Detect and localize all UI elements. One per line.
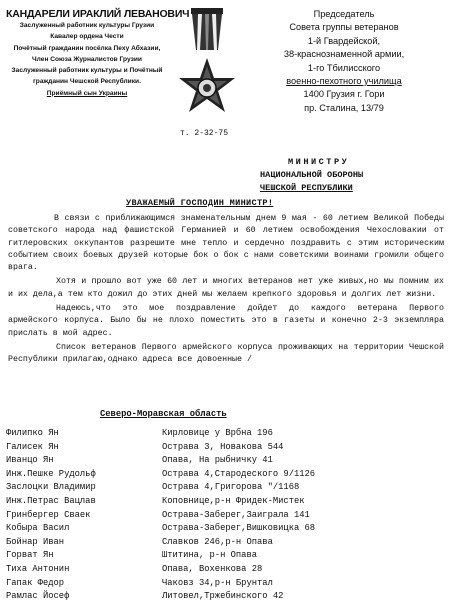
veteran-address: Острава 3, Новакова 544 [162, 441, 284, 452]
recipient-line: НАЦИОНАЛЬНОЙ ОБОРОНЫ [260, 170, 364, 180]
sender-name: КАНДАРЕЛИ ИРАКЛИЙ ЛЕВАНОВИЧ [6, 8, 190, 20]
veteran-address: Чаковз 34,р-н Брунтал [162, 577, 273, 588]
list-item [6, 468, 444, 482]
sender-title: Заслуженный работник культуры и Почётный [11, 67, 163, 75]
list-item [6, 481, 444, 495]
sender-title: Член Союза Журналистов Грузии [32, 55, 142, 63]
veteran-name: Инж.Пешке Рудольф [6, 468, 96, 479]
veteran-address: Острава-Заберег,Заиграла 141 [162, 509, 310, 520]
sender-title: Почётный гражданин посёлка Пеху Абхазии, [13, 44, 161, 52]
paragraph: Хотя и прошло вот уже 60 лет и многих ветеранов нет уже живых,но мы помним их и их дела,а тем кто дожил до этих дней мы желаем крепкого здоровья и долгих лет жизни. [8, 277, 444, 299]
recipient-line: МИНИСТРУ [288, 157, 350, 167]
list-item [6, 563, 444, 577]
organization-block [246, 8, 442, 115]
veteran-name: Инж.Петрас Вацлав [6, 495, 96, 506]
letter-body [8, 213, 444, 369]
veteran-name: Филипко Ян [6, 428, 59, 438]
veteran-address: Острава 4,Григорова "/1168 [162, 482, 300, 493]
sender-title: Кавалер ордена Чести [50, 33, 124, 41]
veteran-name: Гапак Федор [6, 577, 65, 588]
list-item [6, 536, 444, 550]
sender-block [6, 8, 190, 99]
veteran-name: Гринбергер Сваек [6, 509, 91, 520]
veteran-name: Иванцо Ян [6, 455, 54, 466]
list-item [6, 495, 444, 509]
list-item [6, 522, 444, 536]
veteran-address: Литовел,Тржебинского 42 [162, 591, 284, 602]
veteran-address: Штитина, р-н Опава [162, 550, 258, 561]
sender-title: Заслуженный работник культуры Грузии [19, 22, 155, 29]
sender-title: Приёмный сын Украины [46, 89, 128, 97]
veteran-address: Коповнице,р-н Фридек-Мистек [162, 495, 305, 506]
list-item [6, 577, 444, 591]
list-item [6, 509, 444, 523]
veteran-name: Кобыра Васил [6, 523, 70, 534]
veteran-address: Острава 4,Стародеского 9/1126 [162, 468, 316, 479]
veteran-address: Славков 246,р-н Опава [162, 536, 273, 547]
recipient-line: ЧЕШСКОЙ РЕСПУБЛИКИ [260, 183, 353, 193]
paragraph: В связи с приближающимся знаменательным днем 9 мая - 60 летием Великой Победы советского народа над фашистской Германией и 60 летием освобождения Чехословакии от гитлеровских оккупантов разрешите мне тепло и сердечно поздравить с этим историческим событием своих боевых друзей которые бок о бок с нами советскими воинами громили общего врага. [8, 214, 444, 273]
region-heading: Северо-Моравская область [100, 409, 227, 419]
veteran-address: Опава, Вохенкова 28 [162, 563, 263, 574]
org-line: пр. Сталина, 13/79 [304, 102, 384, 113]
veteran-name: Галисек Ян [6, 441, 59, 452]
veteran-address: Острава-Заберег,Вишковицка 68 [162, 523, 316, 534]
veteran-name: Горват Ян [6, 550, 54, 561]
veteran-name: Заслоцки Владимир [6, 482, 96, 493]
list-item [6, 454, 444, 468]
veteran-address: Кирловице у Врбна 196 [162, 428, 273, 438]
veteran-name: Бойнар Иван [6, 536, 65, 547]
list-item [6, 549, 444, 563]
salutation: УВАЖАЕМЫЙ ГОСПОДИН МИНИСТР! [126, 198, 274, 208]
org-line: 1-го Тбилисского [307, 62, 381, 73]
org-line: Совета группы ветеранов [289, 22, 399, 33]
list-item [6, 441, 444, 455]
veteran-name: Тиха Антонин [6, 563, 70, 574]
list-item [6, 427, 444, 441]
sender-phone: т. 2-32-75 [180, 129, 229, 138]
veterans-list [6, 427, 444, 604]
list-item [6, 590, 444, 604]
recipient-block [252, 156, 448, 195]
org-line: 38-краснознаменной армии, [283, 49, 405, 60]
veteran-address: Опава, На рыбничку 41 [162, 455, 273, 466]
paragraph: Список ветеранов Первого армейского корпуса проживающих на территории Чешской Республики прилагаю,однако адреса все довоенные / [8, 342, 444, 365]
paragraph: Надеюсь,что это мое поздравление дойдет до каждого ветерана Первого армейского корпуса. Было бы не плохо поместить это в газеты и конечно 2-3 экземпляра прислать в мой адрес. [8, 304, 444, 338]
star-medal-icon [176, 6, 238, 126]
sender-title: гражданин Чешской Республики. [33, 78, 141, 86]
org-line: Председатель [313, 9, 375, 19]
org-line: 1400 Грузия г. Гори [303, 89, 385, 100]
org-line: военно-пехотного училища [286, 76, 402, 87]
org-line: 1-й Гвардейской, [307, 35, 381, 46]
veteran-name: Рамлас Йосеф [6, 591, 70, 602]
